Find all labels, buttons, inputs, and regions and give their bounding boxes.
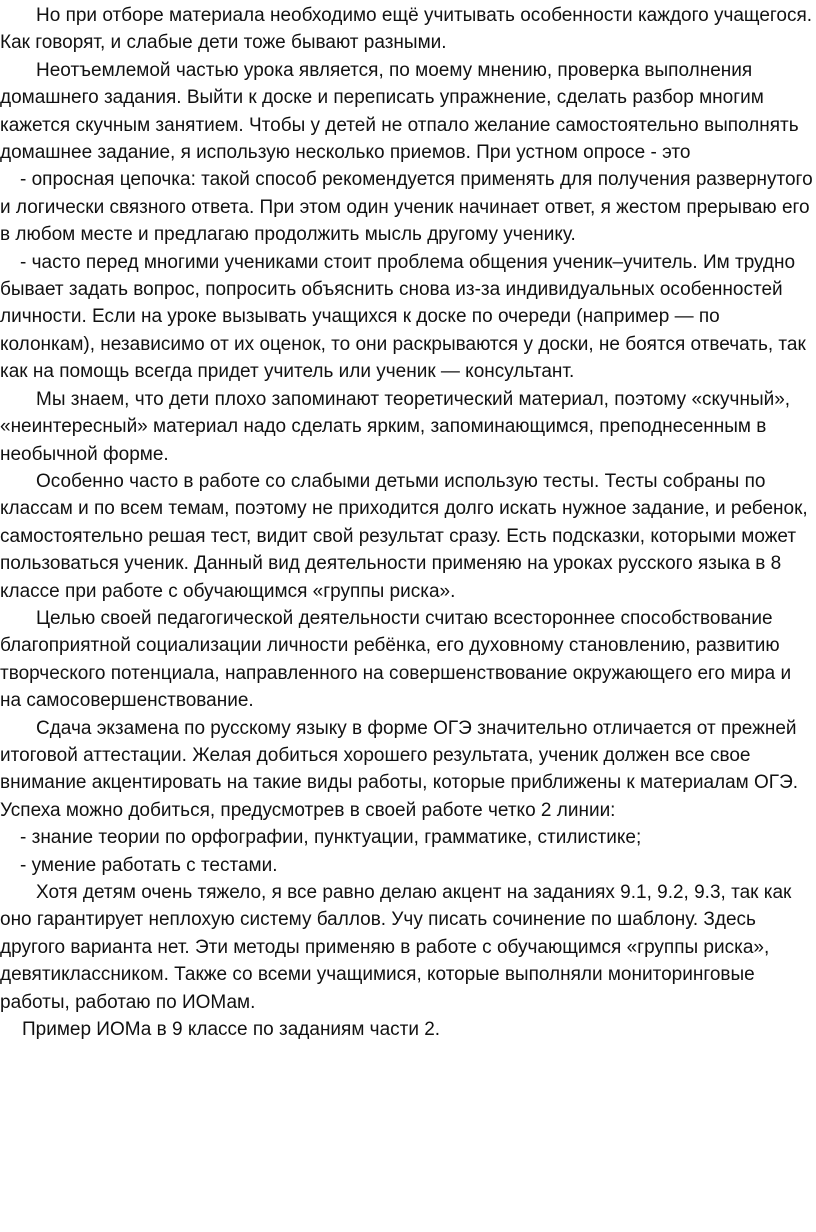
paragraph-2: Неотъемлемой частью урока является, по моему мнению, проверка выполнения домашнего задания. Выйти к доске и переписать упражнение, сделать разбор многим кажется скучным занятием. Чтобы у детей не отпало желание самостоятельно выполнять домашнее задание, я использую несколько приемов. При устном опросе - это <box>0 59 799 164</box>
paragraph-8: Сдача экзамена по русскому языку в форме ОГЭ значительно отличается от прежней итоговой аттестации. Желая добиться хорошего результата, ученик должен все свое внимание акцентировать на такие виды работы, которые приближены к материалам ОГЭ. Успеха можно добиться, предусмотрев в своей работе четко 2 линии: <box>0 717 799 821</box>
paragraph-6: Особенно часто в работе со слабыми детьми использую тесты. Тесты собраны по классам и по всем темам, поэтому не приходится долго искать нужное задание, и ребенок, самостоятельно решая тест, видит свой результат сразу. Есть подсказки, которыми может пользоваться ученик. Данный вид деятельности применяю на уроках русского языка в 8 классе при работе с обучающимся «группы риска». <box>0 470 808 602</box>
paragraph-4-list-item: - часто перед многими учениками стоит проблема общения ученик–учитель. Им трудно бывает задать вопрос, попросить объяснить снова из-за индивидуальных особенностей личности. Если на уроке вызывать учащихся к доске по очереди (например — по колонкам), независимо от их оценок, то они раскрываются у доски, не боятся отвечать, так как на помощь всегда придет учитель или ученик — консультант. <box>0 251 806 383</box>
paragraph-9: Хотя детям очень тяжело, я все равно делаю акцент на заданиях 9.1, 9.2, 9.3, так как оно гарантирует неплохую систему баллов. Учу писать сочинение по шаблону. Здесь другого варианта нет. Эти методы применяю в работе с обучающимся «группы риска», девятиклассником. Также со всеми учащимися, которые выполняли мониторинговые работы, работаю по ИОМам. <box>0 882 792 1013</box>
paragraph-3-list-item: - опросная цепочка: такой способ рекомендуется применять для получения развернутого и логически связного ответа. При этом один ученик начинает ответ, я жестом прерываю его в любом месте и предлагаю продолжить мысль другому ученику. <box>0 169 813 246</box>
paragraph-10-example: Пример ИОМа в 9 классе по заданиям части 2. <box>22 1019 441 1041</box>
paragraph-7: Целью своей педагогической деятельности считаю всестороннее способствование благоприятной социализации личности ребёнка, его духовному становлению, развитию творческого потенциала, направленного на совершенствование окружающего его мира и на самосовершенствование. <box>0 607 792 712</box>
list-item-tests: - умение работать с тестами. <box>20 854 278 876</box>
paragraph-5: Мы знаем, что дети плохо запоминают теоретический материал, поэтому «скучный», «неинтересный» материал надо сделать ярким, запоминающимся, преподнесенным в необычной форме. <box>0 388 791 465</box>
list-item-theory: - знание теории по орфографии, пунктуации, грамматике, стилистике; <box>20 827 642 849</box>
paragraph-1: Но при отборе материала необходимо ещё учитывать особенности каждого учащегося. Как говорят, и слабые дети тоже бывают разными. <box>0 5 813 54</box>
